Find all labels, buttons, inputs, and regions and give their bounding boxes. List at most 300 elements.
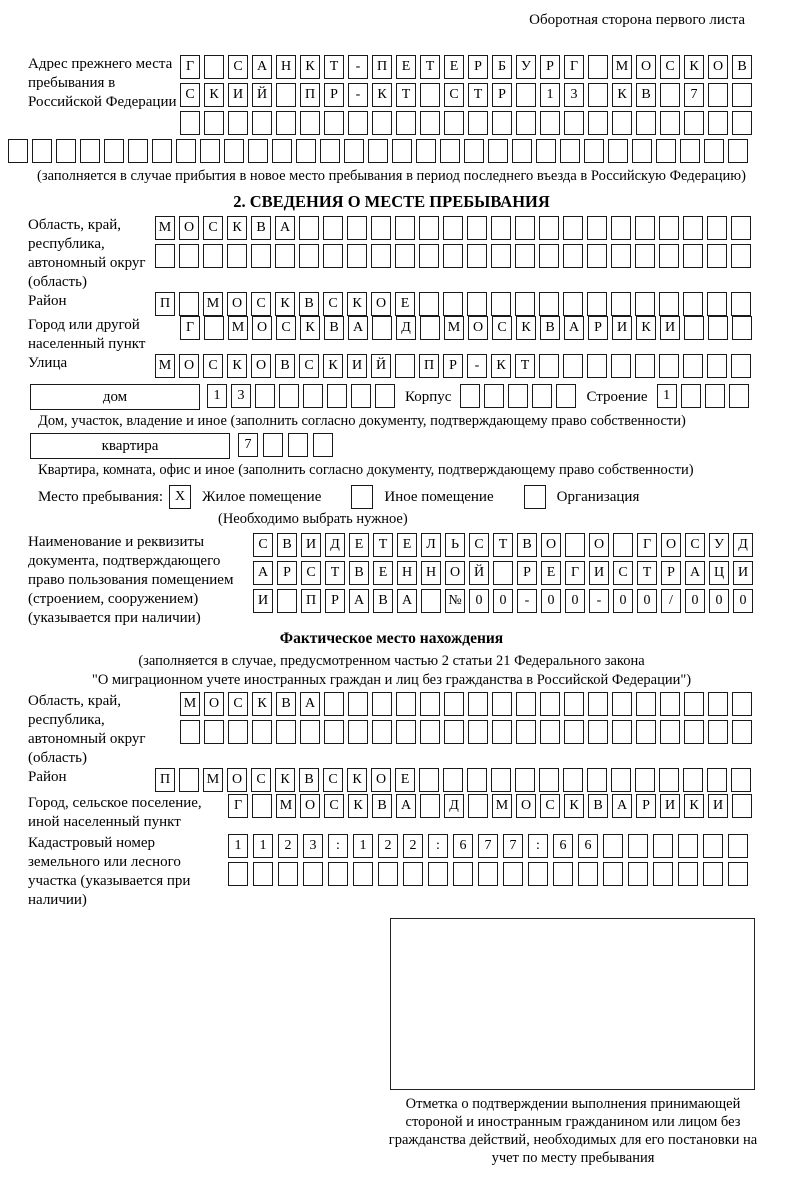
char-cell[interactable] — [299, 244, 319, 268]
char-cell[interactable] — [512, 139, 532, 163]
char-cell[interactable] — [493, 561, 513, 585]
char-cell[interactable] — [228, 111, 248, 135]
char-cell[interactable]: Г — [228, 794, 248, 818]
char-cell[interactable]: 1 — [353, 834, 373, 858]
char-cell[interactable] — [731, 244, 751, 268]
char-cell[interactable] — [532, 384, 552, 408]
char-cell[interactable] — [443, 768, 463, 792]
char-cell[interactable]: И — [347, 354, 367, 378]
char-cell[interactable] — [251, 244, 271, 268]
char-cell[interactable] — [608, 139, 628, 163]
char-cell[interactable] — [372, 692, 392, 716]
char-cell[interactable] — [277, 589, 297, 613]
char-cell[interactable]: № — [445, 589, 465, 613]
char-cell[interactable] — [420, 794, 440, 818]
char-cell[interactable]: А — [612, 794, 632, 818]
char-cell[interactable]: Д — [444, 794, 464, 818]
char-cell[interactable]: М — [155, 216, 175, 240]
char-cell[interactable]: И — [660, 316, 680, 340]
char-cell[interactable]: Г — [637, 533, 657, 557]
char-cell[interactable] — [553, 862, 573, 886]
char-cell[interactable] — [539, 354, 559, 378]
char-cell[interactable] — [478, 862, 498, 886]
char-cell[interactable]: С — [444, 83, 464, 107]
char-cell[interactable]: Н — [421, 561, 441, 585]
char-cell[interactable] — [635, 216, 655, 240]
char-cell[interactable] — [420, 720, 440, 744]
char-cell[interactable] — [204, 111, 224, 135]
char-cell[interactable] — [252, 720, 272, 744]
char-cell[interactable] — [467, 768, 487, 792]
char-cell[interactable] — [563, 216, 583, 240]
char-cell[interactable] — [248, 139, 268, 163]
char-cell[interactable] — [227, 244, 247, 268]
char-cell[interactable]: С — [251, 768, 271, 792]
char-cell[interactable] — [684, 111, 704, 135]
char-cell[interactable] — [468, 794, 488, 818]
char-cell[interactable] — [204, 55, 224, 79]
char-cell[interactable]: К — [516, 316, 536, 340]
char-cell[interactable] — [253, 862, 273, 886]
char-cell[interactable] — [324, 692, 344, 716]
char-cell[interactable] — [420, 692, 440, 716]
char-cell[interactable] — [278, 862, 298, 886]
char-cell[interactable] — [683, 244, 703, 268]
char-cell[interactable]: К — [347, 292, 367, 316]
char-cell[interactable]: Р — [636, 794, 656, 818]
char-cell[interactable] — [328, 862, 348, 886]
char-cell[interactable] — [587, 768, 607, 792]
char-cell[interactable]: М — [228, 316, 248, 340]
char-cell[interactable] — [176, 139, 196, 163]
char-cell[interactable] — [563, 244, 583, 268]
char-cell[interactable] — [684, 720, 704, 744]
char-cell[interactable]: В — [299, 292, 319, 316]
char-cell[interactable] — [613, 533, 633, 557]
char-cell[interactable]: В — [732, 55, 752, 79]
char-cell[interactable] — [80, 139, 100, 163]
char-cell[interactable]: К — [227, 354, 247, 378]
char-cell[interactable] — [324, 720, 344, 744]
char-cell[interactable] — [584, 139, 604, 163]
char-cell[interactable] — [659, 292, 679, 316]
char-cell[interactable]: А — [275, 216, 295, 240]
char-cell[interactable]: К — [684, 55, 704, 79]
char-cell[interactable]: С — [299, 354, 319, 378]
char-cell[interactable] — [491, 292, 511, 316]
char-cell[interactable] — [468, 692, 488, 716]
char-cell[interactable] — [453, 862, 473, 886]
char-cell[interactable]: П — [372, 55, 392, 79]
char-cell[interactable] — [635, 244, 655, 268]
char-cell[interactable] — [659, 354, 679, 378]
char-cell[interactable] — [443, 292, 463, 316]
char-cell[interactable]: В — [373, 589, 393, 613]
char-cell[interactable] — [612, 111, 632, 135]
char-cell[interactable] — [419, 292, 439, 316]
char-cell[interactable] — [272, 139, 292, 163]
char-cell[interactable]: К — [684, 794, 704, 818]
char-cell[interactable]: В — [588, 794, 608, 818]
char-cell[interactable] — [588, 83, 608, 107]
char-cell[interactable] — [660, 111, 680, 135]
char-cell[interactable] — [344, 139, 364, 163]
char-cell[interactable]: 6 — [553, 834, 573, 858]
char-cell[interactable]: 7 — [684, 83, 704, 107]
char-cell[interactable] — [660, 83, 680, 107]
char-cell[interactable]: : — [428, 834, 448, 858]
char-cell[interactable] — [395, 216, 415, 240]
char-cell[interactable]: - — [348, 83, 368, 107]
char-cell[interactable] — [180, 111, 200, 135]
char-cell[interactable] — [539, 292, 559, 316]
char-cell[interactable] — [729, 384, 749, 408]
char-cell[interactable]: О — [252, 316, 272, 340]
char-cell[interactable]: И — [253, 589, 273, 613]
char-cell[interactable]: : — [328, 834, 348, 858]
char-cell[interactable] — [539, 768, 559, 792]
char-cell[interactable] — [420, 111, 440, 135]
char-cell[interactable]: С — [540, 794, 560, 818]
char-cell[interactable] — [728, 139, 748, 163]
checkbox-zhiloe[interactable]: X — [169, 485, 191, 509]
char-cell[interactable] — [252, 794, 272, 818]
char-cell[interactable] — [708, 111, 728, 135]
char-cell[interactable] — [611, 216, 631, 240]
char-cell[interactable] — [587, 292, 607, 316]
char-cell[interactable] — [353, 862, 373, 886]
char-cell[interactable]: И — [589, 561, 609, 585]
char-cell[interactable] — [560, 139, 580, 163]
char-cell[interactable]: О — [300, 794, 320, 818]
char-cell[interactable] — [200, 139, 220, 163]
char-cell[interactable]: О — [708, 55, 728, 79]
char-cell[interactable]: Р — [492, 83, 512, 107]
char-cell[interactable] — [528, 862, 548, 886]
char-cell[interactable]: В — [276, 692, 296, 716]
char-cell[interactable] — [180, 720, 200, 744]
char-cell[interactable] — [279, 384, 299, 408]
char-cell[interactable] — [588, 55, 608, 79]
char-cell[interactable]: Й — [371, 354, 391, 378]
char-cell[interactable] — [152, 139, 172, 163]
char-cell[interactable]: Е — [396, 55, 416, 79]
char-cell[interactable] — [564, 720, 584, 744]
char-cell[interactable] — [703, 862, 723, 886]
char-cell[interactable] — [635, 292, 655, 316]
confirmation-stamp-box[interactable] — [390, 918, 755, 1090]
char-cell[interactable]: О — [204, 692, 224, 716]
char-cell[interactable]: А — [564, 316, 584, 340]
char-cell[interactable] — [632, 139, 652, 163]
char-cell[interactable] — [368, 139, 388, 163]
char-cell[interactable]: Т — [468, 83, 488, 107]
char-cell[interactable]: И — [708, 794, 728, 818]
char-cell[interactable]: С — [276, 316, 296, 340]
char-cell[interactable] — [565, 533, 585, 557]
char-cell[interactable]: 1 — [253, 834, 273, 858]
char-cell[interactable] — [635, 768, 655, 792]
char-cell[interactable]: 0 — [733, 589, 753, 613]
char-cell[interactable] — [611, 354, 631, 378]
char-cell[interactable] — [491, 768, 511, 792]
char-cell[interactable] — [628, 862, 648, 886]
char-cell[interactable]: Н — [276, 55, 296, 79]
char-cell[interactable]: О — [251, 354, 271, 378]
char-cell[interactable] — [204, 316, 224, 340]
char-cell[interactable] — [732, 720, 752, 744]
char-cell[interactable] — [255, 384, 275, 408]
char-cell[interactable] — [492, 692, 512, 716]
char-cell[interactable] — [653, 862, 673, 886]
char-cell[interactable] — [731, 216, 751, 240]
char-cell[interactable] — [708, 692, 728, 716]
char-cell[interactable]: С — [203, 216, 223, 240]
char-cell[interactable] — [371, 216, 391, 240]
char-cell[interactable] — [563, 768, 583, 792]
char-cell[interactable] — [683, 354, 703, 378]
char-cell[interactable] — [395, 354, 415, 378]
char-cell[interactable] — [731, 354, 751, 378]
char-cell[interactable]: С — [253, 533, 273, 557]
char-cell[interactable]: С — [660, 55, 680, 79]
char-cell[interactable] — [660, 720, 680, 744]
char-cell[interactable]: С — [613, 561, 633, 585]
char-cell[interactable]: Т — [637, 561, 657, 585]
char-cell[interactable] — [515, 768, 535, 792]
char-cell[interactable] — [443, 216, 463, 240]
char-cell[interactable] — [731, 292, 751, 316]
char-cell[interactable] — [460, 384, 480, 408]
char-cell[interactable]: 2 — [378, 834, 398, 858]
char-cell[interactable]: 0 — [565, 589, 585, 613]
char-cell[interactable] — [708, 720, 728, 744]
char-cell[interactable] — [275, 244, 295, 268]
char-cell[interactable]: Е — [541, 561, 561, 585]
char-cell[interactable] — [320, 139, 340, 163]
char-cell[interactable]: Г — [180, 316, 200, 340]
char-cell[interactable] — [484, 384, 504, 408]
char-cell[interactable] — [563, 292, 583, 316]
char-cell[interactable] — [588, 111, 608, 135]
char-cell[interactable] — [323, 216, 343, 240]
char-cell[interactable]: К — [252, 692, 272, 716]
char-cell[interactable] — [32, 139, 52, 163]
char-cell[interactable] — [707, 244, 727, 268]
char-cell[interactable] — [603, 862, 623, 886]
char-cell[interactable] — [375, 384, 395, 408]
char-cell[interactable] — [703, 834, 723, 858]
char-cell[interactable] — [516, 692, 536, 716]
char-cell[interactable] — [444, 720, 464, 744]
char-cell[interactable] — [707, 292, 727, 316]
char-cell[interactable]: М — [492, 794, 512, 818]
char-cell[interactable] — [516, 111, 536, 135]
char-cell[interactable] — [659, 216, 679, 240]
char-cell[interactable]: 6 — [453, 834, 473, 858]
char-cell[interactable]: П — [300, 83, 320, 107]
char-cell[interactable] — [263, 433, 283, 457]
char-cell[interactable] — [612, 720, 632, 744]
char-cell[interactable]: И — [612, 316, 632, 340]
char-cell[interactable] — [540, 720, 560, 744]
char-cell[interactable]: А — [253, 561, 273, 585]
char-cell[interactable] — [419, 768, 439, 792]
char-cell[interactable] — [539, 244, 559, 268]
char-cell[interactable]: К — [323, 354, 343, 378]
char-cell[interactable]: - — [589, 589, 609, 613]
char-cell[interactable] — [464, 139, 484, 163]
char-cell[interactable]: Г — [565, 561, 585, 585]
char-cell[interactable]: Т — [493, 533, 513, 557]
char-cell[interactable]: Е — [395, 768, 415, 792]
char-cell[interactable]: 0 — [709, 589, 729, 613]
char-cell[interactable] — [564, 692, 584, 716]
char-cell[interactable]: 6 — [578, 834, 598, 858]
char-cell[interactable] — [371, 244, 391, 268]
char-cell[interactable] — [728, 862, 748, 886]
char-cell[interactable]: 3 — [231, 384, 251, 408]
char-cell[interactable]: В — [372, 794, 392, 818]
char-cell[interactable] — [467, 292, 487, 316]
char-cell[interactable]: С — [685, 533, 705, 557]
char-cell[interactable]: С — [228, 55, 248, 79]
char-cell[interactable] — [179, 244, 199, 268]
char-cell[interactable] — [419, 244, 439, 268]
char-cell[interactable]: М — [444, 316, 464, 340]
char-cell[interactable]: П — [301, 589, 321, 613]
char-cell[interactable]: 3 — [564, 83, 584, 107]
char-cell[interactable] — [588, 692, 608, 716]
char-cell[interactable]: 1 — [657, 384, 677, 408]
char-cell[interactable]: О — [445, 561, 465, 585]
char-cell[interactable]: - — [348, 55, 368, 79]
char-cell[interactable]: 0 — [637, 589, 657, 613]
char-cell[interactable]: В — [251, 216, 271, 240]
char-cell[interactable]: О — [636, 55, 656, 79]
char-cell[interactable] — [288, 433, 308, 457]
char-cell[interactable]: В — [636, 83, 656, 107]
char-cell[interactable] — [179, 292, 199, 316]
char-cell[interactable] — [508, 384, 528, 408]
char-cell[interactable]: П — [155, 292, 175, 316]
char-cell[interactable] — [708, 83, 728, 107]
char-cell[interactable]: В — [275, 354, 295, 378]
char-cell[interactable]: Р — [517, 561, 537, 585]
char-cell[interactable] — [128, 139, 148, 163]
char-cell[interactable]: Р — [661, 561, 681, 585]
char-cell[interactable] — [396, 692, 416, 716]
char-cell[interactable]: Л — [421, 533, 441, 557]
char-cell[interactable] — [515, 292, 535, 316]
char-cell[interactable] — [603, 834, 623, 858]
char-cell[interactable]: К — [348, 794, 368, 818]
char-cell[interactable] — [224, 139, 244, 163]
char-cell[interactable]: К — [275, 292, 295, 316]
char-cell[interactable] — [395, 244, 415, 268]
char-cell[interactable]: О — [661, 533, 681, 557]
char-cell[interactable] — [564, 111, 584, 135]
char-cell[interactable] — [276, 111, 296, 135]
char-cell[interactable] — [403, 862, 423, 886]
char-cell[interactable]: К — [300, 55, 320, 79]
char-cell[interactable] — [587, 216, 607, 240]
char-cell[interactable] — [728, 834, 748, 858]
char-cell[interactable]: : — [528, 834, 548, 858]
char-cell[interactable]: 7 — [238, 433, 258, 457]
char-cell[interactable]: А — [397, 589, 417, 613]
char-cell[interactable] — [636, 720, 656, 744]
char-cell[interactable] — [656, 139, 676, 163]
char-cell[interactable] — [680, 139, 700, 163]
char-cell[interactable]: Г — [180, 55, 200, 79]
char-cell[interactable]: Й — [252, 83, 272, 107]
char-cell[interactable] — [467, 216, 487, 240]
char-cell[interactable]: 2 — [403, 834, 423, 858]
char-cell[interactable] — [708, 316, 728, 340]
char-cell[interactable] — [303, 384, 323, 408]
char-cell[interactable]: А — [685, 561, 705, 585]
char-cell[interactable] — [372, 111, 392, 135]
char-cell[interactable] — [56, 139, 76, 163]
char-cell[interactable]: С — [228, 692, 248, 716]
char-cell[interactable] — [628, 834, 648, 858]
char-cell[interactable]: К — [372, 83, 392, 107]
char-cell[interactable] — [707, 354, 727, 378]
char-cell[interactable]: У — [709, 533, 729, 557]
char-cell[interactable] — [8, 139, 28, 163]
char-cell[interactable]: О — [227, 292, 247, 316]
char-cell[interactable] — [428, 862, 448, 886]
char-cell[interactable]: 2 — [278, 834, 298, 858]
char-cell[interactable]: А — [252, 55, 272, 79]
char-cell[interactable] — [681, 384, 701, 408]
char-cell[interactable]: 3 — [303, 834, 323, 858]
char-cell[interactable]: О — [468, 316, 488, 340]
char-cell[interactable]: С — [180, 83, 200, 107]
char-cell[interactable] — [276, 83, 296, 107]
char-cell[interactable] — [327, 384, 347, 408]
char-cell[interactable]: - — [467, 354, 487, 378]
char-cell[interactable] — [516, 720, 536, 744]
char-cell[interactable]: К — [275, 768, 295, 792]
char-cell[interactable]: / — [661, 589, 681, 613]
char-cell[interactable] — [732, 794, 752, 818]
char-cell[interactable]: Т — [420, 55, 440, 79]
char-cell[interactable] — [421, 589, 441, 613]
char-cell[interactable]: В — [277, 533, 297, 557]
char-cell[interactable]: С — [251, 292, 271, 316]
char-cell[interactable] — [324, 111, 344, 135]
char-cell[interactable]: К — [491, 354, 511, 378]
char-cell[interactable] — [416, 139, 436, 163]
char-cell[interactable] — [440, 139, 460, 163]
char-cell[interactable] — [300, 720, 320, 744]
char-cell[interactable] — [578, 862, 598, 886]
char-cell[interactable]: О — [589, 533, 609, 557]
char-cell[interactable] — [556, 384, 576, 408]
char-cell[interactable]: К — [204, 83, 224, 107]
char-cell[interactable] — [678, 862, 698, 886]
char-cell[interactable]: Т — [515, 354, 535, 378]
char-cell[interactable]: И — [733, 561, 753, 585]
char-cell[interactable]: С — [203, 354, 223, 378]
char-cell[interactable] — [540, 111, 560, 135]
char-cell[interactable] — [204, 720, 224, 744]
char-cell[interactable] — [179, 768, 199, 792]
char-cell[interactable]: О — [179, 216, 199, 240]
char-cell[interactable]: М — [203, 768, 223, 792]
